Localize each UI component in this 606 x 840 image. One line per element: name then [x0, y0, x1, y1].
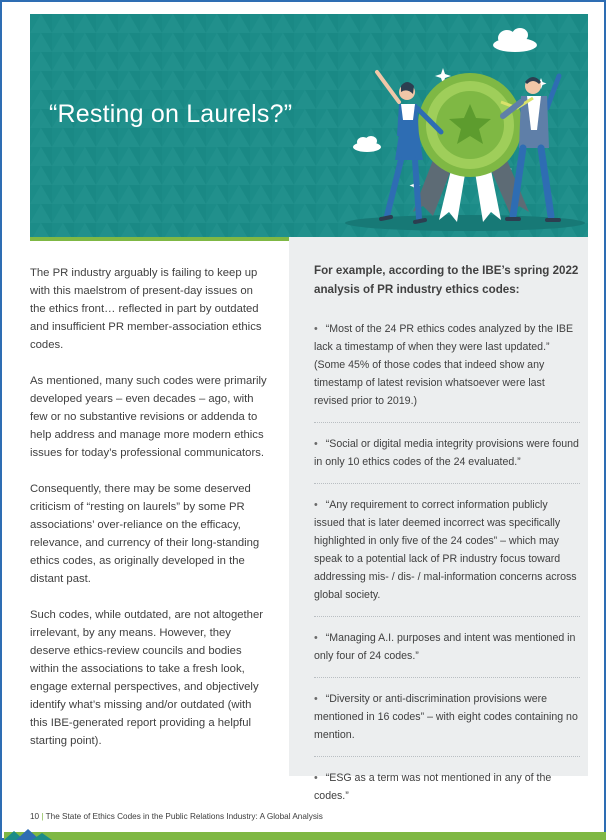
list-item — [314, 627, 580, 678]
body-paragraph: Such codes, while outdated, are not altogether irrelevant, by any means. However, they deserve ethics-review councils and bodies within the associations to take a fresh look, engage external perspectives, and objectively identify what’s missing and/or outdated (with this IBE-generated report providing a helpful starting point). — [30, 609, 263, 747]
bullet-marker: • — [314, 323, 318, 335]
body-paragraph: As mentioned, many such codes were primarily developed years – even decades – ago, with few or no substantive revisions or addenda to help address and manage more modern ethics issues for today’s professional communicators. — [30, 375, 267, 459]
bullet-marker: • — [314, 772, 318, 784]
body-paragraph: Consequently, there may be some deserved criticism of “resting on laurels” by some PR associations’ over-reliance on the efficacy, relevance, and currency of their long-standing ethics codes, as originally developed in the distant past. — [30, 483, 260, 585]
footer-decoration — [4, 828, 606, 840]
list-item-text: “Diversity or anti-discrimination provisions were mentioned in 16 codes” – with eight codes containing no mention. — [314, 693, 578, 741]
callout-bullet-list — [314, 318, 580, 827]
bullet-marker: • — [314, 438, 318, 450]
list-item-text: “Managing A.I. purposes and intent was mentioned in only four of 24 codes.” — [314, 632, 576, 662]
bullet-marker: • — [314, 499, 318, 511]
cloud-icon — [493, 28, 537, 52]
list-item-text: “Any requirement to correct information publicly issued that is later deemed incorrect was specifically highlighted in only five of the 24 codes” – which may speak to a potential lack of PR industry focus toward addressing mis- / dis- / mal-information concerns across global society. — [314, 499, 577, 601]
page-title: “Resting on Laurels?” — [49, 100, 293, 128]
medal-illustration — [315, 20, 585, 234]
page-number: 10 — [30, 812, 40, 821]
cloud-icon — [353, 136, 381, 152]
bullet-marker: • — [314, 632, 318, 644]
callout-heading: For example, according to the IBE’s spring 2022 analysis of PR industry ethics codes: — [314, 264, 579, 296]
list-item — [314, 767, 580, 817]
list-item-text: “ESG as a term was not mentioned in any of the codes.” — [314, 772, 552, 802]
list-item — [314, 318, 580, 423]
sidebar-callout — [289, 237, 588, 802]
body-column — [30, 264, 270, 768]
list-item — [314, 688, 580, 757]
list-item — [314, 433, 580, 484]
page-footer — [30, 812, 323, 821]
footer-title: The State of Ethics Codes in the Public Relations Industry: A Global Analysis — [45, 812, 323, 821]
header-banner — [30, 14, 588, 237]
list-item-text: “Social or digital media integrity provisions were found in only 10 ethics codes of the 24 evaluated.” — [314, 438, 579, 468]
footer-separator: | — [41, 812, 44, 821]
accent-rule — [30, 237, 289, 241]
body-paragraph: The PR industry arguably is failing to keep up with this maelstrom of present-day issues on the ethics front… reflected in part by outdated and insufficient PR member-association ethics codes. — [30, 267, 262, 351]
list-item — [314, 494, 580, 617]
bullet-marker: • — [314, 693, 318, 705]
list-item-text: “Most of the 24 PR ethics codes analyzed by the IBE lack a timestamp of when they were last updated.” (Some 45% of those codes that indeed show any timestamp of latest revision whatsoever were last revised prior to 2019.) — [314, 323, 574, 407]
